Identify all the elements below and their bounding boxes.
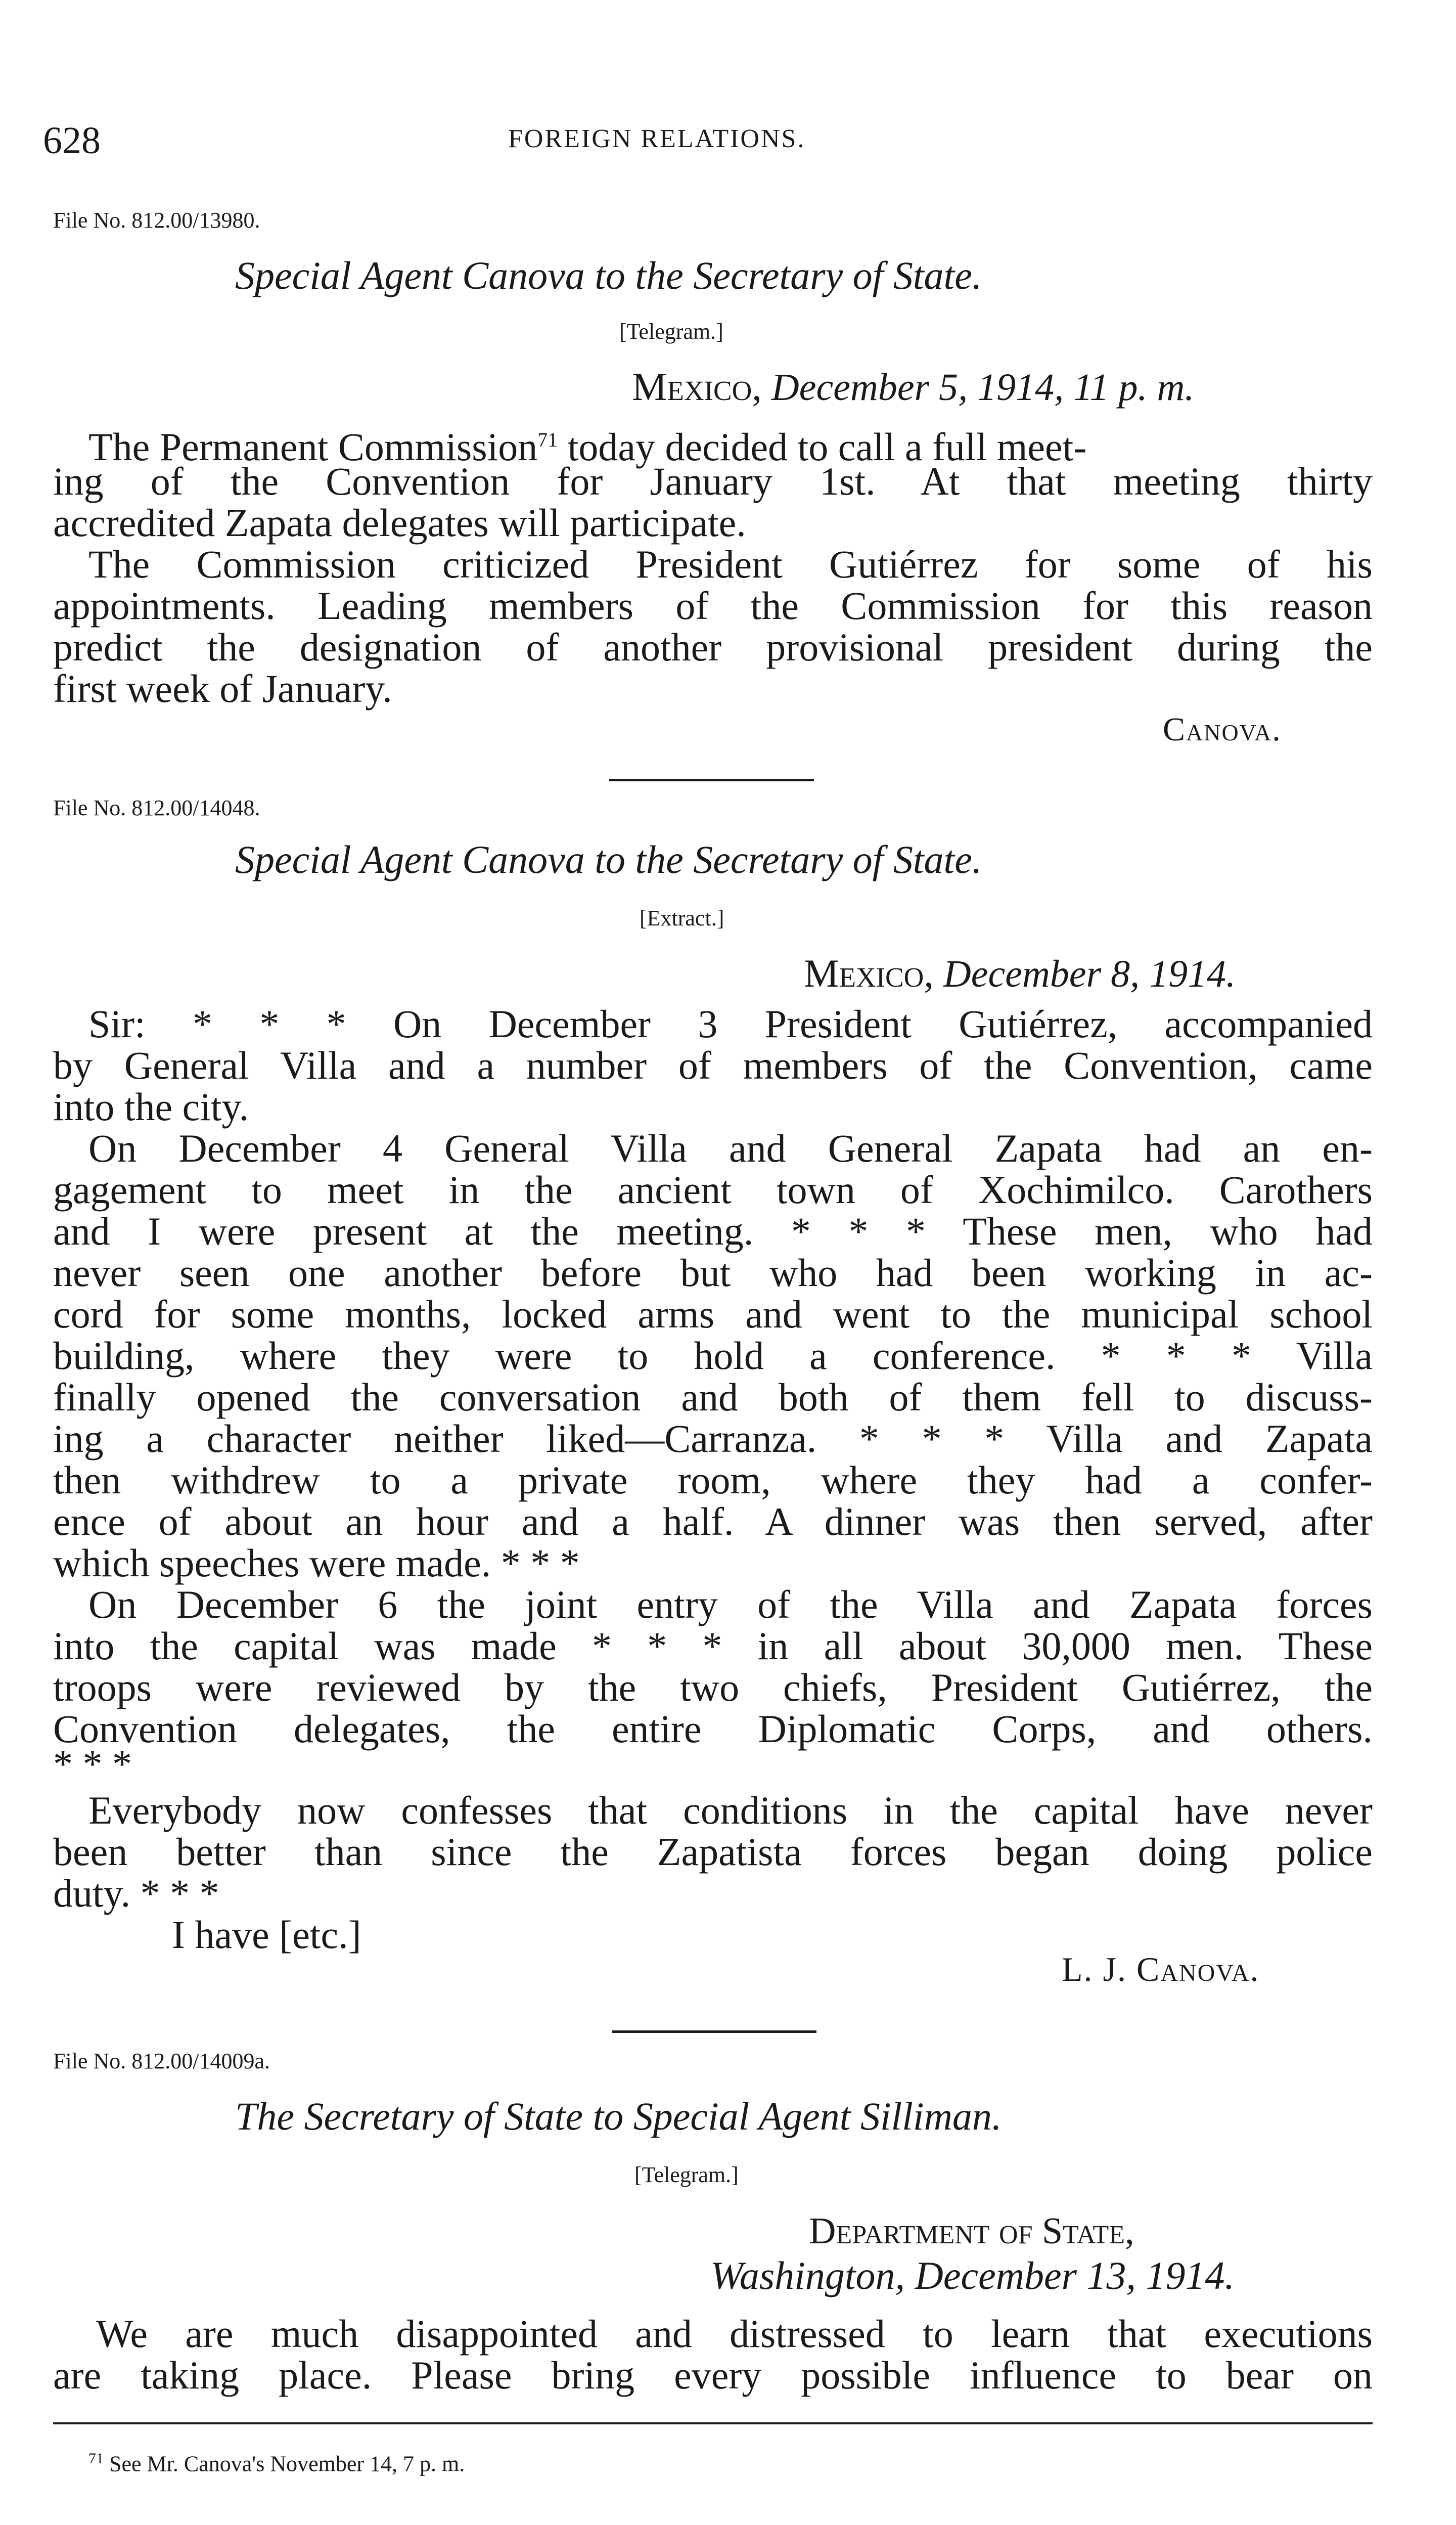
paragraph-line: into the capital was made * * * in all about 30,000 men. These [53, 1624, 1373, 1668]
footnote-text: See Mr. Canova's November 14, 7 p. m. [109, 2451, 465, 2476]
dateline-date: December 8, 1914. [943, 953, 1236, 995]
dateline [632, 364, 1194, 410]
text-span: The Permanent Commission [88, 425, 538, 469]
dateline-place: Mexico, [804, 951, 934, 995]
document-heading: Special Agent Canova to the Secretary of State. [235, 837, 982, 881]
paragraph-line: ing a character neither liked—Carranza. * * * Villa and Zapata [53, 1416, 1373, 1460]
paragraph-line: Everybody now confesses that conditions in the capital have never [88, 1788, 1373, 1832]
paragraph-line: by General Villa and a number of members of the Convention, came [53, 1043, 1373, 1087]
paragraph-line: * * * [53, 1742, 132, 1786]
footnote-rule [53, 2422, 1373, 2424]
paragraph-line: ence of about an hour and a half. A dinner was then served, after [53, 1499, 1373, 1543]
paragraph-line: troops were reviewed by the two chiefs, President Gutiérrez, the [53, 1665, 1373, 1709]
paragraph-line: Sir: * * * On December 3 President Gutiérrez, accompanied [88, 1002, 1373, 1046]
paragraph-line: On December 4 General Villa and General Zapata had an en- [88, 1126, 1373, 1170]
paragraph-line: gagement to meet in the ancient town of Xochimilco. Carothers [53, 1168, 1373, 1212]
file-number: File No. 812.00/14009a. [53, 2049, 270, 2073]
document-heading: The Secretary of State to Special Agent Silliman. [235, 2094, 1002, 2138]
paragraph-line: been better than since the Zapatista forces began doing police [53, 1830, 1373, 1874]
paragraph-line: On December 6 the joint entry of the Villa and Zapata forces [88, 1582, 1373, 1626]
paragraph-line: accredited Zapata delegates will participate. [53, 501, 746, 545]
paragraph-line: cord for some months, locked arms and went to the municipal school [53, 1292, 1373, 1336]
paragraph-line: which speeches were made. * * * [53, 1541, 580, 1585]
running-title: FOREIGN RELATIONS. [508, 124, 806, 153]
paragraph-line: are taking place. Please bring every possible influence to bear on [53, 2353, 1373, 2397]
paragraph-line: appointments. Leading members of the Commission for this reason [53, 584, 1373, 628]
file-number: File No. 812.00/14048. [53, 795, 260, 820]
paragraph-line: Convention delegates, the entire Diplomatic Corps, and others. [53, 1707, 1373, 1751]
paragraph-line: predict the designation of another provisional president during the [53, 625, 1373, 669]
text-span: today decided to call a full meet- [567, 425, 1087, 469]
file-number: File No. 812.00/13980. [53, 208, 260, 233]
footnote [88, 2450, 465, 2477]
paragraph-line: The Commission criticized President Gutiérrez for some of his [88, 542, 1373, 586]
document-type: [Telegram.] [619, 319, 723, 344]
dateline-date: Washington, December 13, 1914. [710, 2253, 1235, 2297]
paragraph-line: never seen one another before but who had been working in ac- [53, 1251, 1373, 1295]
paragraph-line: first week of January. [53, 667, 392, 711]
paragraph-line: duty. * * * [53, 1871, 219, 1915]
dateline-date: December 5, 1914, 11 p. m. [771, 366, 1195, 409]
footnote-ref: 71 [537, 428, 558, 451]
paragraph-line: then withdrew to a private room, where they had a confer- [53, 1458, 1373, 1502]
section-divider [612, 2030, 816, 2033]
paragraph-line: into the city. [53, 1085, 249, 1129]
signature: Canova. [1163, 711, 1282, 748]
paragraph-line: ing of the Convention for January 1st. At that meeting thirty [53, 459, 1373, 503]
dateline-place: Mexico, [632, 365, 762, 409]
document-type: [Extract.] [640, 906, 724, 931]
page-number: 628 [43, 119, 101, 162]
signature: L. J. Canova. [1062, 1950, 1260, 1988]
dateline [804, 951, 1236, 996]
paragraph-line: I have [etc.] [172, 1913, 361, 1957]
document-type: [Telegram.] [634, 2162, 739, 2187]
section-divider [609, 779, 814, 781]
footnote-marker: 71 [88, 2450, 104, 2467]
dateline-department: Department of State, [809, 2210, 1134, 2252]
paragraph-line: finally opened the conversation and both of them fell to discuss- [53, 1375, 1373, 1419]
paragraph-line: We are much disappointed and distressed to learn that executions [96, 2312, 1373, 2356]
document-heading: Special Agent Canova to the Secretary of State. [235, 253, 982, 297]
paragraph-line: and I were present at the meeting. * * * These men, who had [53, 1209, 1373, 1253]
paragraph-line: building, where they were to hold a conference. * * * Villa [53, 1334, 1373, 1378]
